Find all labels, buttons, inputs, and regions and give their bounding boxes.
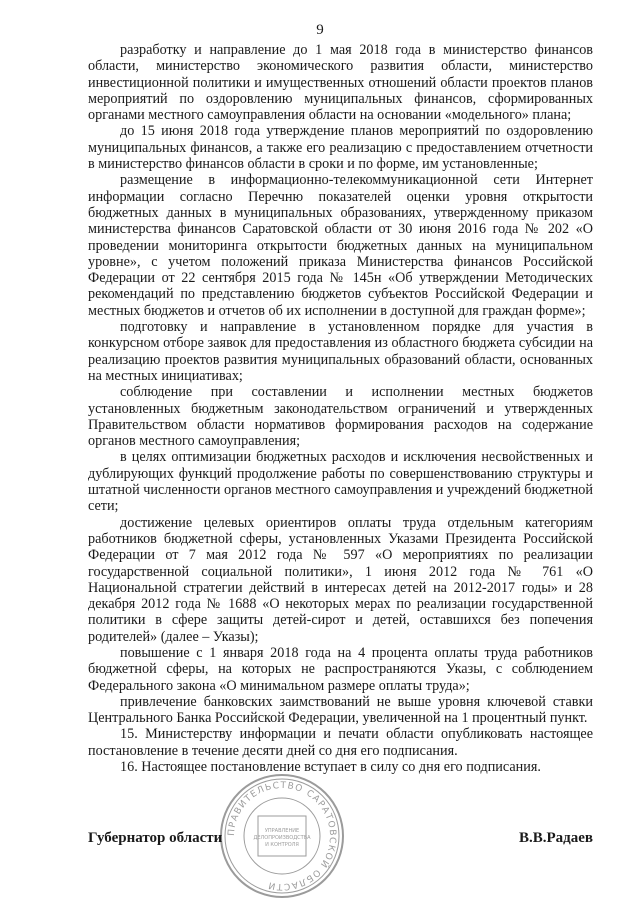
svg-text:ДЕЛОПРОИЗВОДСТВА: ДЕЛОПРОИЗВОДСТВА bbox=[253, 835, 311, 841]
signatory-position: Губернатор области bbox=[88, 830, 223, 846]
paragraph: повышение с 1 января 2018 года на 4 процента оплаты труда работников бюджетной сферы, на которых не распространяются Указы, с соблюдением Федерального закона «О минимальном размере оплаты труда»; bbox=[88, 644, 593, 694]
paragraph: в целях оптимизации бюджетных расходов и исключения несвойственных и дублирующих функций продолжение работы по совершенствованию структуры и штатной численности органов местного самоуправления и учреждений бюджетной сети; bbox=[88, 449, 593, 515]
paragraph: разработку и направление до 1 мая 2018 года в министерство финансов области, министерство экономического развития области, министерство инвестиционной политики и имущественных отношений области проектов планов мероприятий по оздоровлению муниципальных финансов, сформированных органами местного самоуправления области на основании «модельного» плана; bbox=[88, 42, 593, 124]
official-seal-icon bbox=[218, 772, 346, 900]
paragraph: 15. Министерству информации и печати области опубликовать настоящее постановление в течение десяти дней со дня его подписания. bbox=[88, 726, 593, 759]
paragraph: соблюдение при составлении и исполнении местных бюджетов установленных бюджетным законодательством ограничений и утвержденных Правительством области нормативов формирования расходов на содержание органов местного самоуправления; bbox=[88, 384, 593, 450]
document-body bbox=[88, 42, 593, 775]
svg-text:И КОНТРОЛЯ: И КОНТРОЛЯ bbox=[265, 842, 299, 848]
paragraph: достижение целевых ориентиров оплаты труда отдельным категориям работников бюджетной сферы, установленных Указами Президента Российской Федерации от 7 мая 2012 года № 597 «О мероприятиях по реализации государственной социальной политики», 1 июня 2012 года № 761 «О Национальной стратегии действий в интересах детей на 2012-2017 годы» и 28 декабря 2012 года № 1688 «О некоторых мерах по реализации государственной политики в сфере защиты детей-сирот и детей, оставшихся без попечения родителей» (далее – Указы); bbox=[88, 514, 593, 645]
page-number: 9 bbox=[316, 22, 324, 38]
svg-text:УПРАВЛЕНИЕ: УПРАВЛЕНИЕ bbox=[264, 828, 300, 834]
signatory-name: В.В.Радаев bbox=[518, 830, 593, 846]
paragraph: 16. Настоящее постановление вступает в силу со дня его подписания. bbox=[120, 759, 541, 776]
seal-ring-text: ПРАВИТЕЛЬСТВО САРАТОВСКОЙ ОБЛАСТИ bbox=[226, 780, 338, 892]
paragraph: размещение в информационно-телекоммуникационной сети Интернет информации согласно Перечню показателей оценки уровня открытости бюджетных данных в муниципальных образованиях, утвержденному приказом министерства финансов Саратовской области от 30 июня 2016 года № 202 «О проведении мониторинга открытости бюджетных данных на муниципальном уровне», с учетом положений приказа Министерства финансов Российской Федерации от 22 сентября 2015 года № 145н «Об утверждении Методических рекомендаций по представлению бюджетов субъектов Российской Федерации и местных бюджетов и отчетов об их исполнении в доступной для граждан форме»; bbox=[88, 172, 593, 319]
paragraph: подготовку и направление в установленном порядке для участия в конкурсном отборе заявок для предоставления из областного бюджета субсидии на реализацию проектов развития муниципальных образований области, основанных на местных инициативах; bbox=[88, 319, 593, 384]
paragraph: до 15 июня 2018 года утверждение планов мероприятий по оздоровлению муниципальных финансов, а также его реализацию с предоставлением отчетности в министерство финансов области в сроки и по форме, им установленные; bbox=[88, 123, 593, 173]
paragraph: привлечение банковских заимствований не выше уровня ключевой ставки Центрального Банка Российской Федерации, увеличенной на 1 процентный пункт. bbox=[88, 693, 593, 727]
